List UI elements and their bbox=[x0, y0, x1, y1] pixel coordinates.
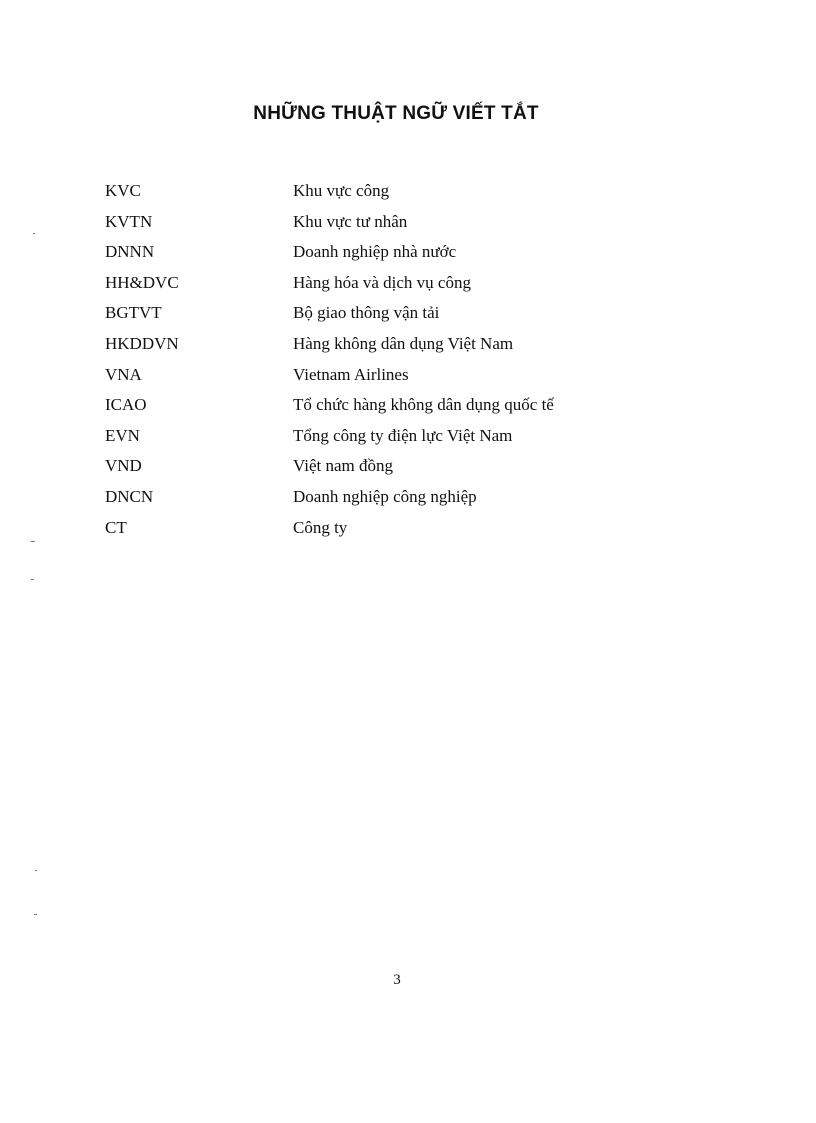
abbreviation-row bbox=[105, 334, 665, 365]
abbreviation-row bbox=[105, 395, 665, 426]
abbreviation-term: VNA bbox=[105, 364, 142, 384]
abbreviation-term: CT bbox=[105, 517, 127, 537]
abbreviation-meaning: Công ty bbox=[293, 517, 348, 537]
page-title: NHỮNG THUẬT NGỮ VIẾT TẮT bbox=[253, 102, 539, 124]
abbreviation-meaning: Việt nam đồng bbox=[293, 456, 394, 476]
scan-artifact bbox=[34, 914, 37, 915]
abbreviation-meaning: Vietnam Airlines bbox=[293, 364, 409, 384]
abbreviation-term: HH&DVC bbox=[105, 272, 179, 292]
scan-artifact bbox=[31, 579, 34, 580]
abbreviation-list bbox=[105, 181, 665, 548]
abbreviation-term: ICAO bbox=[105, 395, 147, 415]
abbreviation-row bbox=[105, 242, 665, 273]
abbreviation-row bbox=[105, 181, 665, 212]
abbreviation-row bbox=[105, 518, 665, 549]
scan-artifact bbox=[33, 233, 35, 234]
abbreviation-row bbox=[105, 487, 665, 518]
abbreviation-term: VND bbox=[105, 456, 142, 476]
abbreviation-term: KVC bbox=[105, 181, 141, 200]
abbreviation-row bbox=[105, 212, 665, 243]
abbreviation-meaning: Khu vực tư nhân bbox=[293, 211, 408, 231]
abbreviation-meaning: Doanh nghiệp công nghiệp bbox=[293, 486, 477, 506]
abbreviation-meaning: Hàng không dân dụng Việt Nam bbox=[293, 333, 514, 353]
abbreviation-term: BGTVT bbox=[105, 303, 162, 323]
abbreviation-row bbox=[105, 456, 665, 487]
abbreviation-row bbox=[105, 273, 665, 304]
abbreviation-term: KVTN bbox=[105, 211, 153, 231]
abbreviation-term: EVN bbox=[105, 425, 140, 445]
abbreviation-meaning: Khu vực công bbox=[293, 181, 390, 200]
abbreviation-term: HKDDVN bbox=[105, 333, 179, 353]
abbreviation-term: DNNN bbox=[105, 242, 155, 262]
abbreviation-meaning: Doanh nghiệp nhà nước bbox=[293, 242, 457, 262]
page-number: 3 bbox=[393, 972, 401, 988]
scan-artifact bbox=[31, 541, 35, 542]
scan-artifact bbox=[35, 870, 37, 871]
abbreviation-meaning: Hàng hóa và dịch vụ công bbox=[293, 272, 471, 292]
abbreviation-meaning: Bộ giao thông vận tải bbox=[293, 303, 440, 323]
abbreviation-row bbox=[105, 365, 665, 396]
abbreviation-row bbox=[105, 303, 665, 334]
abbreviation-row bbox=[105, 426, 665, 457]
abbreviation-term: DNCN bbox=[105, 486, 154, 506]
abbreviation-meaning: Tổ chức hàng không dân dụng quốc tế bbox=[293, 395, 554, 415]
abbreviation-meaning: Tổng công ty điện lực Việt Nam bbox=[293, 425, 513, 445]
